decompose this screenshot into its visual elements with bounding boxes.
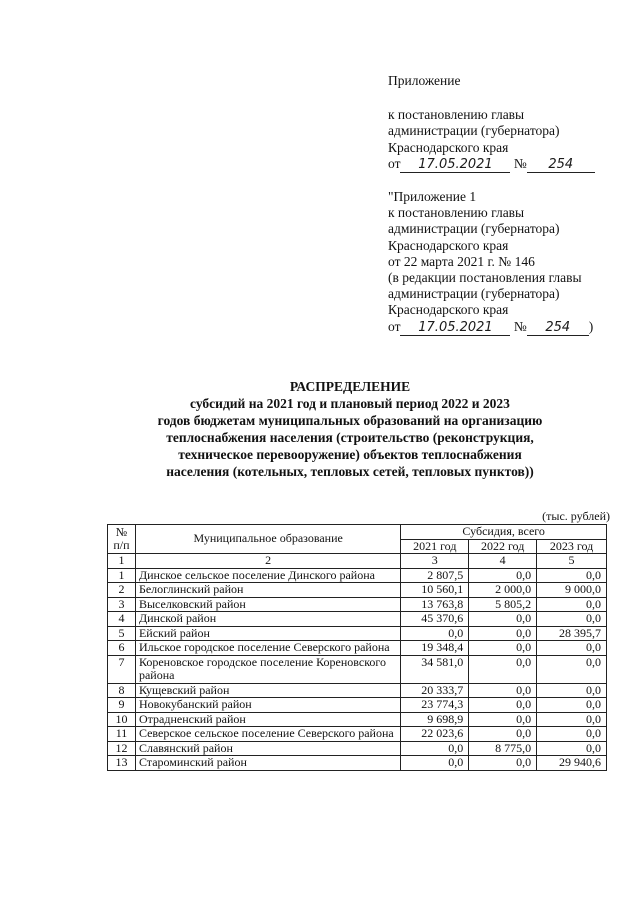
table-row [108, 698, 607, 713]
subsidy-2023: 0,0 [537, 683, 607, 698]
subsidy-2022: 0,0 [469, 712, 537, 727]
row-number: 4 [108, 612, 136, 627]
ref-line: Краснодарского края [388, 139, 509, 155]
municipality-name: Выселковский район [135, 597, 400, 612]
subsidy-2023: 29 940,6 [537, 756, 607, 771]
subsidy-2021: 13 763,8 [401, 597, 469, 612]
subsidy-2023: 0,0 [537, 655, 607, 683]
subsidy-2023: 0,0 [537, 612, 607, 627]
subsidy-2023: 0,0 [537, 698, 607, 713]
title-line: теплоснабжения населения (строительство (реконструкция, [166, 430, 534, 445]
subsidy-2023: 0,0 [537, 641, 607, 656]
municipality-name: Кущевский район [135, 683, 400, 698]
subsidy-2021: 0,0 [401, 626, 469, 641]
amendment-date-line [388, 319, 593, 336]
number-sign: № [513, 155, 527, 171]
amendment-line: от 22 марта 2021 г. № 146 [388, 253, 535, 269]
row-number: 13 [108, 756, 136, 771]
table-row [108, 612, 607, 627]
year-header: 2021 год [401, 539, 469, 554]
row-number: 11 [108, 727, 136, 742]
amendment-line: администрации (губернатора) [388, 221, 560, 237]
column-number: 1 [108, 554, 136, 569]
title-line: субсидий на 2021 год и плановый период 2022 и 2023 [190, 396, 510, 411]
table-row [108, 712, 607, 727]
handwritten-date: 17.05.2021 [400, 157, 510, 173]
row-number: 2 [108, 583, 136, 598]
subsidy-2021: 2 807,5 [401, 568, 469, 583]
row-number: 10 [108, 712, 136, 727]
subsidy-2023: 0,0 [537, 741, 607, 756]
row-number: 1 [108, 568, 136, 583]
amendment-block [388, 189, 593, 336]
municipality-name: Новокубанский район [135, 698, 400, 713]
table-row [108, 626, 607, 641]
title-line: годов бюджетам муниципальных образований на организацию [157, 413, 543, 428]
appendix-header [388, 73, 595, 173]
year-header: 2022 год [469, 539, 537, 554]
decree-date-line [388, 156, 595, 173]
row-number: 8 [108, 683, 136, 698]
municipality-name: Динское сельское поселение Динского района [135, 568, 400, 583]
subsidy-2022: 8 775,0 [469, 741, 537, 756]
column-number-row [108, 554, 607, 569]
subsidy-2023: 9 000,0 [537, 583, 607, 598]
table-row [108, 741, 607, 756]
subsidy-2021: 9 698,9 [401, 712, 469, 727]
title-line: населения (котельных, тепловых сетей, тепловых пунктов)) [166, 464, 534, 479]
date-prefix: от [388, 155, 401, 171]
handwritten-number: 254 [527, 157, 595, 173]
subsidy-2022: 0,0 [469, 756, 537, 771]
municipality-name: Ильское городское поселение Северского района [135, 641, 400, 656]
amendment-line: Краснодарского края [388, 237, 509, 253]
col-subsidy-header: Субсидия, всего [401, 525, 607, 540]
table-row [108, 683, 607, 698]
row-number: 7 [108, 655, 136, 683]
column-number: 4 [469, 554, 537, 569]
subsidy-2021: 45 370,6 [401, 612, 469, 627]
subsidy-2021: 34 581,0 [401, 655, 469, 683]
table-row [108, 583, 607, 598]
col-no-header: № п/п [108, 525, 136, 554]
table-header-row [108, 525, 607, 540]
row-number: 3 [108, 597, 136, 612]
subsidy-2022: 0,0 [469, 698, 537, 713]
subsidy-2023: 0,0 [537, 712, 607, 727]
row-number: 6 [108, 641, 136, 656]
subsidy-2022: 0,0 [469, 727, 537, 742]
row-number: 9 [108, 698, 136, 713]
column-number: 3 [401, 554, 469, 569]
table-row [108, 597, 607, 612]
municipality-name: Белоглинский район [135, 583, 400, 598]
handwritten-date: 17.05.2021 [400, 320, 510, 336]
subsidy-2022: 0,0 [469, 655, 537, 683]
municipality-name: Кореновское городское поселение Кореновского района [135, 655, 400, 683]
subsidy-2023: 0,0 [537, 597, 607, 612]
subsidy-2022: 0,0 [469, 641, 537, 656]
amendment-line: Краснодарского края [388, 302, 509, 318]
municipality-name: Ейский район [135, 626, 400, 641]
row-number: 5 [108, 626, 136, 641]
municipality-name: Динской район [135, 612, 400, 627]
table-row [108, 641, 607, 656]
document-title [100, 378, 600, 480]
table-body [108, 568, 607, 770]
table-row [108, 756, 607, 771]
col-municipality-header: Муниципальное образование [135, 525, 400, 554]
amendment-line: (в редакции постановления главы [388, 270, 582, 286]
subsidy-2022: 0,0 [469, 626, 537, 641]
subsidy-2023: 28 395,7 [537, 626, 607, 641]
units-label: (тыс. рублей) [542, 509, 610, 523]
subsidy-2021: 23 774,3 [401, 698, 469, 713]
closing-paren: ) [588, 318, 594, 334]
subsidy-2022: 5 805,2 [469, 597, 537, 612]
amendment-line: "Приложение 1 [388, 189, 477, 204]
table-row [108, 655, 607, 683]
subsidy-table [107, 524, 607, 771]
subsidy-2022: 0,0 [469, 683, 537, 698]
subsidy-2023: 0,0 [537, 568, 607, 583]
subsidy-2021: 20 333,7 [401, 683, 469, 698]
title-line: техническое перевооружение) объектов теплоснабжения [178, 447, 522, 462]
subsidy-2021: 19 348,4 [401, 641, 469, 656]
table-row [108, 727, 607, 742]
amendment-line: администрации (губернатора) [388, 286, 560, 302]
municipality-name: Северское сельское поселение Северского района [135, 727, 400, 742]
column-number: 2 [135, 554, 400, 569]
table-row [108, 568, 607, 583]
municipality-name: Староминский район [135, 756, 400, 771]
title-heading: РАСПРЕДЕЛЕНИЕ [289, 379, 411, 394]
subsidy-2022: 2 000,0 [469, 583, 537, 598]
handwritten-number: 254 [527, 320, 589, 336]
amendment-line: к постановлению главы [388, 205, 525, 221]
ref-line: администрации (губернатора) [388, 123, 560, 139]
year-header: 2023 год [537, 539, 607, 554]
subsidy-2022: 0,0 [469, 612, 537, 627]
subsidy-2021: 22 023,6 [401, 727, 469, 742]
subsidy-2021: 0,0 [401, 756, 469, 771]
subsidy-2021: 0,0 [401, 741, 469, 756]
municipality-name: Славянский район [135, 741, 400, 756]
number-sign: № [513, 318, 527, 334]
column-number: 5 [537, 554, 607, 569]
date-prefix: от [388, 318, 401, 334]
appendix-label: Приложение [388, 73, 461, 88]
row-number: 12 [108, 741, 136, 756]
subsidy-2023: 0,0 [537, 727, 607, 742]
subsidy-2022: 0,0 [469, 568, 537, 583]
ref-line: к постановлению главы [388, 107, 525, 123]
subsidy-2021: 10 560,1 [401, 583, 469, 598]
municipality-name: Отрадненский район [135, 712, 400, 727]
